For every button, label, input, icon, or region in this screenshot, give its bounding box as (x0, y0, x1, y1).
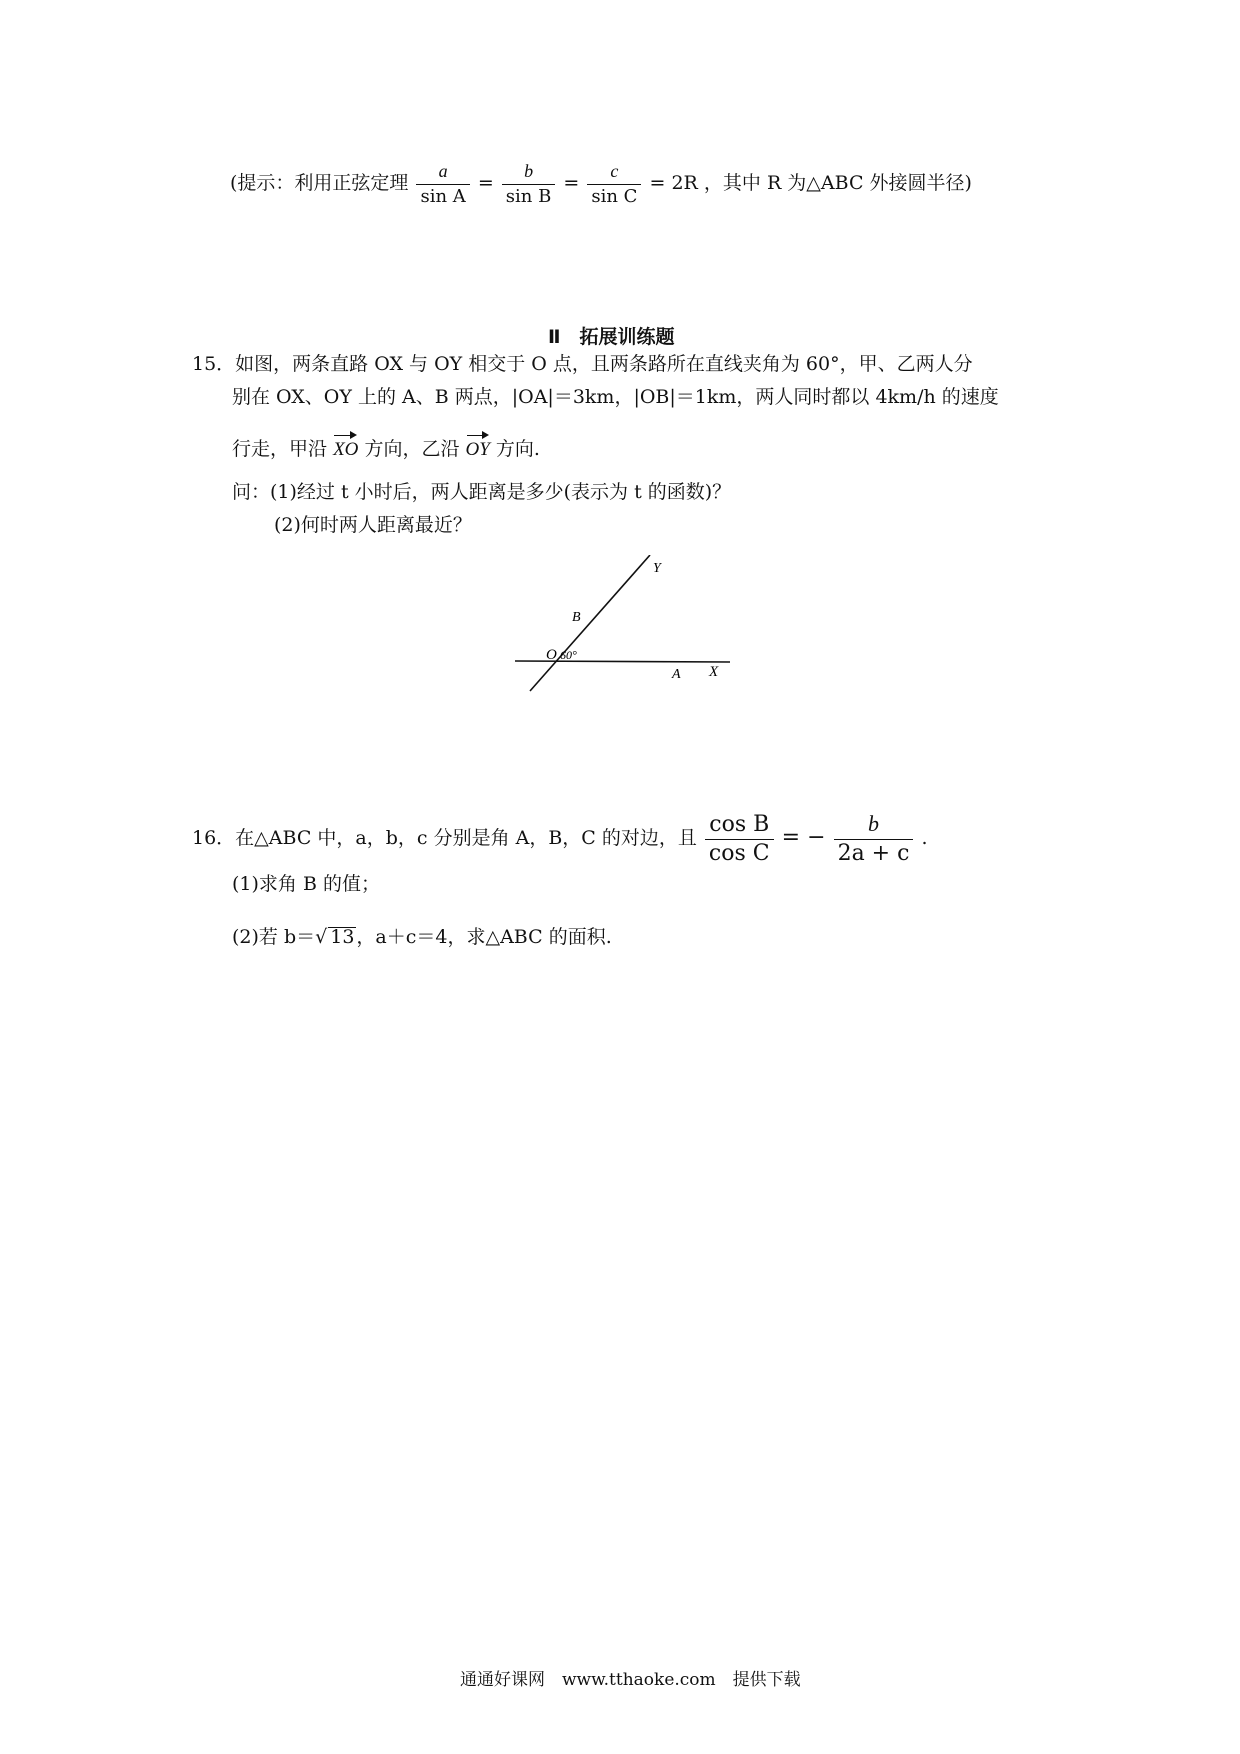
hint-prefix: (提示：利用正弦定理 (230, 172, 409, 194)
q16-fraction-cos: $\frac{\text{cos B}}{\text{cos C}}$ (705, 814, 774, 865)
hint-suffix: ，其中 R 为△ABC 外接圆半径) (703, 172, 972, 194)
label-o: O (546, 647, 557, 663)
label-y: Y (653, 561, 661, 576)
q15-ask-2: (2)何时两人距离最近？ (274, 514, 472, 536)
q15-ask-1: 问：(1)经过 t 小时后，两人距离是多少(表示为 t 的函数)？ (232, 481, 732, 503)
footer-source: 通通好课网 www.tthaoke.com 提供下载 (460, 1670, 801, 1690)
q16-part-2: (2)若 b＝√ 13 ，a＋c＝4，求△ABC 的面积. (232, 926, 612, 948)
q16-prefix: 16．在△ABC 中，a，b，c 分别是角 A，B，C 的对边，且 (192, 827, 697, 849)
q16-part-1: (1)求角 B 的值； (232, 873, 380, 895)
q15-line-2: 别在 OX、OY 上的 A、B 两点，|OA|＝3km，|OB|＝1km，两人同时都以 4km/h 的速度 (232, 386, 999, 408)
q15-line-3: 行走，甲沿 XO 方向，乙沿 OY 方向. (232, 434, 540, 459)
vector-oy: OY (466, 434, 490, 459)
section-title: Ⅱ 拓展训练题 (548, 326, 675, 348)
hint-equals-1: = (477, 172, 494, 194)
hint-rhs: = 2R (649, 172, 698, 194)
hint-fraction-b: $\frac{b}{\text{sin B}}$ (502, 162, 556, 206)
vector-xo: XO (333, 434, 358, 459)
q16-line-1 (192, 813, 928, 865)
q15-line-1: 15．如图，两条直路 OX 与 OY 相交于 O 点，且两条路所在直线夹角为 60°，甲、乙两人分 (192, 353, 973, 375)
sqrt-sign: √ (315, 926, 328, 948)
label-x: X (709, 664, 719, 680)
q16-period: . (921, 827, 928, 849)
roads-figure (505, 555, 745, 695)
road-oy-line (530, 555, 650, 691)
q16-fraction-b: $\frac{b}{2a + c}$ (834, 813, 914, 865)
q16-equals: = − (781, 825, 826, 850)
hint-fraction-c: $\frac{c}{\text{sin C}}$ (587, 162, 641, 206)
label-b: B (572, 610, 581, 625)
label-a: A (672, 667, 681, 682)
hint-equals-2: = (563, 172, 580, 194)
label-angle: 60° (560, 648, 577, 662)
hint-line (230, 162, 972, 206)
hint-fraction-a: $\frac{a}{\text{sin A}}$ (416, 162, 469, 206)
sqrt-radicand: 13 (330, 926, 355, 948)
